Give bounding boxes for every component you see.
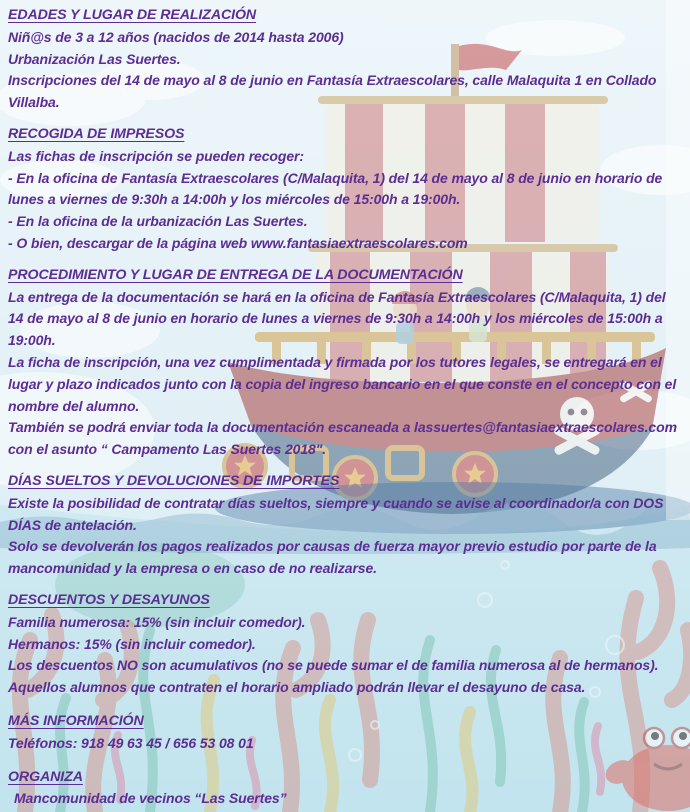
section-organiza <box>8 767 680 811</box>
section-heading: DÍAS SUELTOS Y DEVOLUCIONES DE IMPORTES <box>8 472 340 489</box>
section-heading: ORGANIZA <box>8 768 83 785</box>
paragraph: Inscripciones del 14 de mayo al 8 de junio en Fantasía Extraescolares, calle Malaquita 1 en Collado Villalba. <box>8 72 657 111</box>
paragraph: La ficha de inscripción, una vez cumplimentada y firmada por los tutores legales, se entregará en el lugar y plazo indicados junto con la copia del ingreso bancario en el que conste en el concepto con el nombre del alumno. <box>8 353 677 414</box>
paragraph: Familia numerosa: 15% (sin incluir comedor). <box>8 613 306 630</box>
paragraph: - En la oficina de la urbanización Las Suertes. <box>8 213 308 230</box>
section-recogida <box>8 124 680 255</box>
section-descuentos <box>8 590 680 699</box>
paragraph: La entrega de la documentación se hará en la oficina de Fantasía Extraescolares (C/Malaquita, 1) del 14 de mayo al 8 de junio en horario de lunes a viernes de 9:30h a 14:00h y los miércoles de 15:00h a 19:00h. <box>8 288 666 349</box>
paragraph: Solo se devolverán los pagos realizados por causas de fuerza mayor previo estudio por parte de la mancomunidad y la empresa o en caso de no realizarse. <box>8 538 657 577</box>
section-edades <box>8 5 680 114</box>
paragraph: Existe la posibilidad de contratar días sueltos, siempre y cuando se avise al coordinador/a con DOS DÍAS de antelación. <box>8 494 664 533</box>
section-heading: EDADES Y LUGAR DE REALIZACIÓN <box>8 7 257 23</box>
section-heading: MÁS INFORMACIÓN <box>8 712 144 729</box>
paragraph: Hermanos: 15% (sin incluir comedor). <box>8 635 256 652</box>
section-heading: PROCEDIMIENTO Y LUGAR DE ENTREGA DE LA DOCUMENTACIÓN <box>8 266 463 283</box>
paragraph: Aquellos alumnos que contraten el horario ampliado podrán llevar el desayuno de casa. <box>8 679 586 696</box>
paragraph: - En la oficina de Fantasía Extraescolares (C/Malaquita, 1) del 14 de mayo al 8 de junio en horario de lunes a viernes de 9:30h a 14:00h y los miércoles de 15:00h a 19:00h. <box>8 169 663 208</box>
paragraph: Los descuentos NO son acumulativos (no se puede sumar el de familia numerosa al de hermanos). <box>8 657 659 674</box>
paragraph: Niñ@s de 3 a 12 años (nacidos de 2014 hasta 2006) <box>8 28 344 45</box>
paragraph: Mancomunidad de vecinos “Las Suertes” <box>14 790 287 807</box>
section-heading: DESCUENTOS Y DESAYUNOS <box>8 591 210 608</box>
paragraph: Las fichas de inscripción se pueden recoger: <box>8 147 304 164</box>
section-dias-sueltos <box>8 471 680 580</box>
section-heading: RECOGIDA DE IMPRESOS <box>8 125 185 142</box>
paragraph: Urbanización Las Suertes. <box>8 50 181 67</box>
section-mas-informacion <box>8 711 680 755</box>
section-procedimiento <box>8 265 680 461</box>
paragraph: Teléfonos: 918 49 63 45 / 656 53 08 01 <box>8 734 254 751</box>
paragraph: También se podrá enviar toda la documentación escaneada a lassuertes@fantasiaextraescolares.com con el asunto “ Campamento Las Suertes 2018". <box>8 419 677 458</box>
paragraph: - O bien, descargar de la página web www.fantasiaextraescolares.com <box>8 234 468 251</box>
